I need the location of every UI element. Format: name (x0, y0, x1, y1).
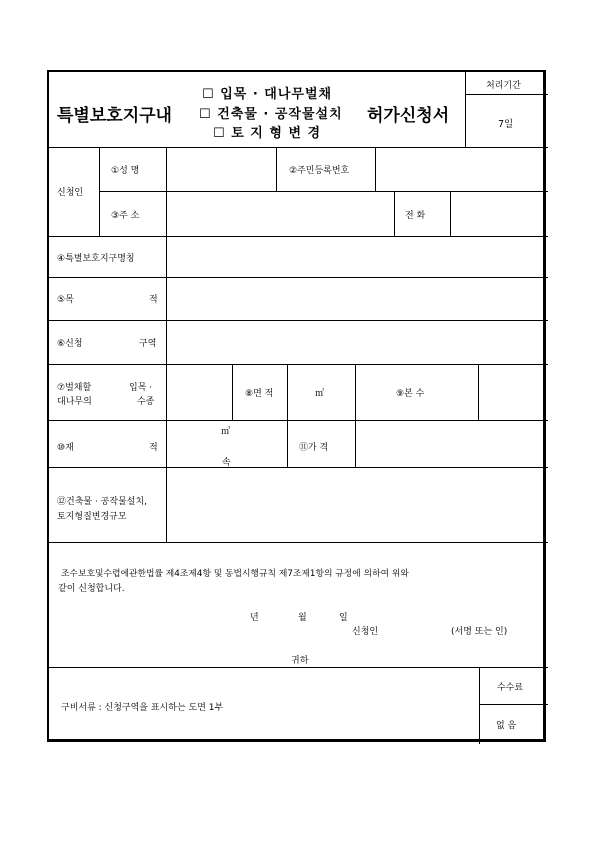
option-land-change-label: 토 지 형 변 경 (231, 126, 322, 141)
fee-divider (479, 704, 548, 705)
signature-label: (서명 또는 인) (451, 627, 508, 637)
title-left: 특별보호지구내 (57, 106, 172, 126)
checkbox-icon[interactable]: ☐ (202, 87, 215, 102)
phone-label: 전 화 (405, 211, 426, 221)
volume-unit-cubic: ㎥ (221, 427, 231, 437)
declaration-line-2: 같이 신청합니다. (58, 584, 125, 594)
scale-label-1: ⑫건축물 · 공작물설치, (57, 497, 147, 507)
count-label: ⑨본 수 (396, 389, 425, 399)
size-unit: ㎡ (315, 389, 325, 399)
checkbox-icon[interactable]: ☐ (199, 107, 212, 122)
address-label: ③주 소 (111, 211, 140, 221)
name-label: ①성 명 (111, 166, 140, 176)
fee-label: 수수료 (497, 683, 524, 693)
col-line (355, 364, 356, 467)
col-line (276, 147, 277, 191)
processing-value: 7일 (498, 119, 514, 130)
option-construction-label: 건축물 · 공작물설치 (217, 107, 343, 122)
row-line (49, 420, 548, 421)
col-line (375, 147, 376, 191)
col-line (166, 147, 167, 542)
purpose-label-2: 적 (149, 295, 158, 305)
district-name-label: ④특별보호지구명칭 (57, 254, 135, 264)
option-logging-label: 입목 · 대나무벌채 (220, 87, 333, 102)
option-logging[interactable] (202, 83, 332, 102)
volume-unit-bundle: 속 (222, 458, 231, 468)
price-label: ⑪가 격 (299, 443, 329, 453)
volume-label: ⑩재 (57, 443, 74, 453)
species-label-2a: 대나무의 (57, 397, 92, 407)
permit-application-form (47, 70, 546, 742)
date-month: 월 (298, 613, 307, 623)
size-label: ⑧면 적 (245, 389, 274, 399)
processing-label: 처리기간 (486, 81, 521, 91)
col-line (232, 364, 233, 420)
date-year: 년 (250, 613, 259, 623)
row-line (49, 236, 548, 237)
declaration-line-1: 조수보호및수렵에관한법률 제4조제4항 및 동법시행규칙 제7조제1항의 규정에 의하여 위와 (61, 569, 409, 579)
col-line (450, 191, 451, 236)
species-label-2b: 수종 (137, 397, 155, 407)
checkbox-icon[interactable]: ☐ (213, 126, 226, 141)
col-line (479, 667, 480, 744)
row-line (49, 277, 548, 278)
col-line (287, 364, 288, 467)
row-line (49, 147, 548, 148)
option-construction[interactable] (199, 103, 343, 122)
row-line (49, 542, 548, 543)
row-line (49, 467, 548, 468)
reg-no-label: ②주민등록번호 (289, 166, 350, 176)
row-line (49, 667, 548, 668)
species-label-1a: ⑦벌채할 (57, 383, 92, 393)
purpose-label: ⑤목 (57, 295, 74, 305)
date-day: 일 (339, 613, 348, 623)
scale-label-2: 토지형질변경규모 (57, 512, 127, 522)
col-line (99, 147, 100, 236)
fee-value: 없 음 (496, 721, 517, 731)
area-label-2: 구역 (139, 339, 157, 349)
col-line (394, 191, 395, 236)
area-label: ⑥신청 (57, 339, 83, 349)
applicant-group-label: 신청인 (57, 188, 84, 198)
header-divider (465, 72, 466, 147)
applicant-sign-label: 신청인 (352, 627, 379, 637)
species-label-1b: 입목 · (129, 383, 153, 393)
volume-label-2: 적 (149, 443, 158, 453)
attachments-note: 구비서류 : 신청구역을 표시하는 도면 1부 (61, 703, 224, 713)
row-line (49, 320, 548, 321)
row-line (49, 364, 548, 365)
option-land-change[interactable] (213, 122, 321, 141)
addressee: 귀하 (291, 656, 309, 666)
processing-divider (465, 94, 548, 95)
col-line (478, 364, 479, 420)
title-right: 허가신청서 (367, 106, 450, 126)
